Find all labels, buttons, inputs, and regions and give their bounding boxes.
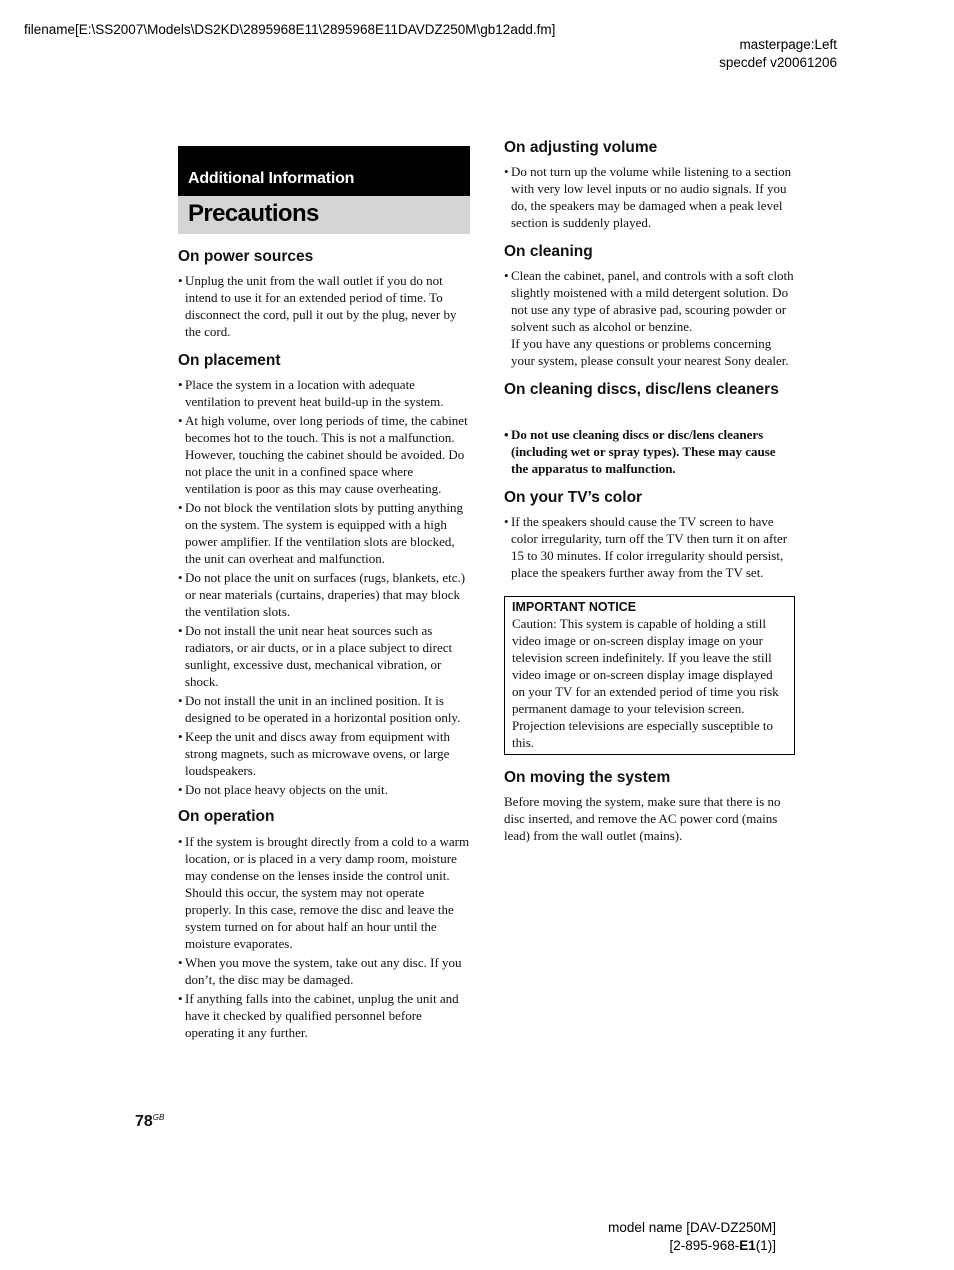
list-item: • If the speakers should cause the TV screen to have color irregularity, turn off the TV then turn it on after 15 to 30 minutes. If color irregularity should persist, place the speakers further away from the TV set. — [504, 513, 796, 581]
model-code-pre: [2-895-968- — [669, 1238, 740, 1253]
heading-cleaning-discs: On cleaning discs, disc/lens cleaners — [504, 381, 779, 398]
list-item: • Do not install the unit near heat sources such as radiators, or air ducts, or in a place subject to direct sunlight, excessive dust, mechanical vibration, or shock. — [178, 622, 470, 690]
important-notice-title: IMPORTANT NOTICE — [512, 600, 637, 614]
masterpage-line: masterpage:Left — [739, 37, 837, 52]
heading-placement: On placement — [178, 352, 281, 369]
model-code-post: (1)] — [755, 1238, 776, 1253]
list-cleaning — [504, 267, 796, 371]
list-placement — [178, 376, 470, 800]
specdef-line: specdef v20061206 — [719, 55, 837, 70]
list-item: • Keep the unit and discs away from equipment with strong magnets, such as microwave ovens, or large loudspeakers. — [178, 728, 470, 779]
list-item: • Do not block the ventilation slots by putting anything on the system. The system is equipped with a high power amplifier. If the ventilation slots are blocked, the unit can overheat and malfunction. — [178, 499, 470, 567]
important-notice-body: Caution: This system is capable of holding a still video image or on-screen display image on your television screen indefinitely. If you leave the still video image or on-screen display image displayed on your TV for an extended period of time you risk permanent damage to your television screen. Projection televisions are especially susceptible to this. — [512, 616, 779, 750]
model-code-line — [608, 1237, 776, 1255]
heading-cleaning: On cleaning — [504, 243, 593, 260]
page-number-suffix: GB — [152, 1113, 165, 1122]
page-number-value: 78 — [135, 1113, 153, 1130]
list-operation — [178, 833, 470, 1043]
heading-power-sources: On power sources — [178, 248, 314, 265]
page-title: Precautions — [178, 196, 470, 234]
list-item: • Do not turn up the volume while listening to a section with very low level inputs or no audio signals. If you do, the speakers may be damaged when a peak level section is suddenly played. — [504, 163, 796, 231]
model-block — [608, 1219, 776, 1255]
heading-tv-color: On your TV’s color — [504, 489, 643, 506]
list-item: • Do not place the unit on surfaces (rugs, blankets, etc.) or near materials (curtains, draperies) that may block the ventilation slots. — [178, 569, 470, 620]
list-tv-color — [504, 513, 796, 583]
list-item: • Unplug the unit from the wall outlet if you do not intend to use it for an extended period of time. To disconnect the cord, pull it out by the plug, never by the cord. — [178, 272, 470, 340]
list-item: • Do not use cleaning discs or disc/lens cleaners (including wet or spray types). These may cause the apparatus to malfunction. — [504, 426, 796, 477]
list-item: • If the system is brought directly from a cold to a warm location, or is placed in a very damp room, moisture may condense on the lenses inside the control unit. Should this occur, the system may not operate properly. In this case, remove the disc and leave the system turned on for about half an hour until the moisture evaporates. — [178, 833, 470, 952]
list-power-sources — [178, 272, 470, 342]
cleaning-extra-text: If you have any questions or problems concerning your system, please consult your nearest Sony dealer. — [511, 336, 789, 368]
list-item: • Do not place heavy objects on the unit. — [178, 781, 470, 798]
model-name-line: model name [DAV-DZ250M] — [608, 1220, 776, 1235]
list-cleaning-discs — [504, 426, 796, 479]
list-adjusting-volume — [504, 163, 796, 233]
list-item — [504, 267, 796, 369]
heading-moving-system: On moving the system — [504, 769, 671, 786]
important-notice-box — [504, 596, 795, 755]
page-number — [135, 1113, 164, 1131]
list-item: • Do not install the unit in an inclined position. It is designed to be operated in a horizontal position only. — [178, 692, 470, 726]
list-item: • At high volume, over long periods of time, the cabinet becomes hot to the touch. This is not a malfunction. However, touching the cabinet should be avoided. Do not place the unit in a confined space where ventilation is poor as this may cause overheating. — [178, 412, 470, 497]
list-item: • If anything falls into the cabinet, unplug the unit and have it checked by qualified personnel before operating it any further. — [178, 990, 470, 1041]
heading-operation: On operation — [178, 808, 275, 825]
model-code-bold: E1 — [739, 1238, 756, 1253]
masterpage-block — [719, 36, 837, 72]
filename-line: filename[E:\SS2007\Models\DS2KD\2895968E11\2895968E11DAVDZ250M\gb12add.fm] — [24, 22, 556, 37]
list-item: • When you move the system, take out any disc. If you don’t, the disc may be damaged. — [178, 954, 470, 988]
cleaning-text: Clean the cabinet, panel, and controls with a soft cloth slightly moistened with a mild detergent solution. Do not use any type of abrasive pad, scouring powder or solvent such as alcohol or benzine. — [511, 268, 794, 334]
section-header: Additional Information — [178, 146, 470, 196]
heading-adjusting-volume: On adjusting volume — [504, 139, 658, 156]
moving-system-text: Before moving the system, make sure that there is no disc inserted, and remove the AC power cord (mains lead) from the wall outlet (mains). — [504, 794, 781, 843]
list-item: • Place the system in a location with adequate ventilation to prevent heat build-up in the system. — [178, 376, 470, 410]
